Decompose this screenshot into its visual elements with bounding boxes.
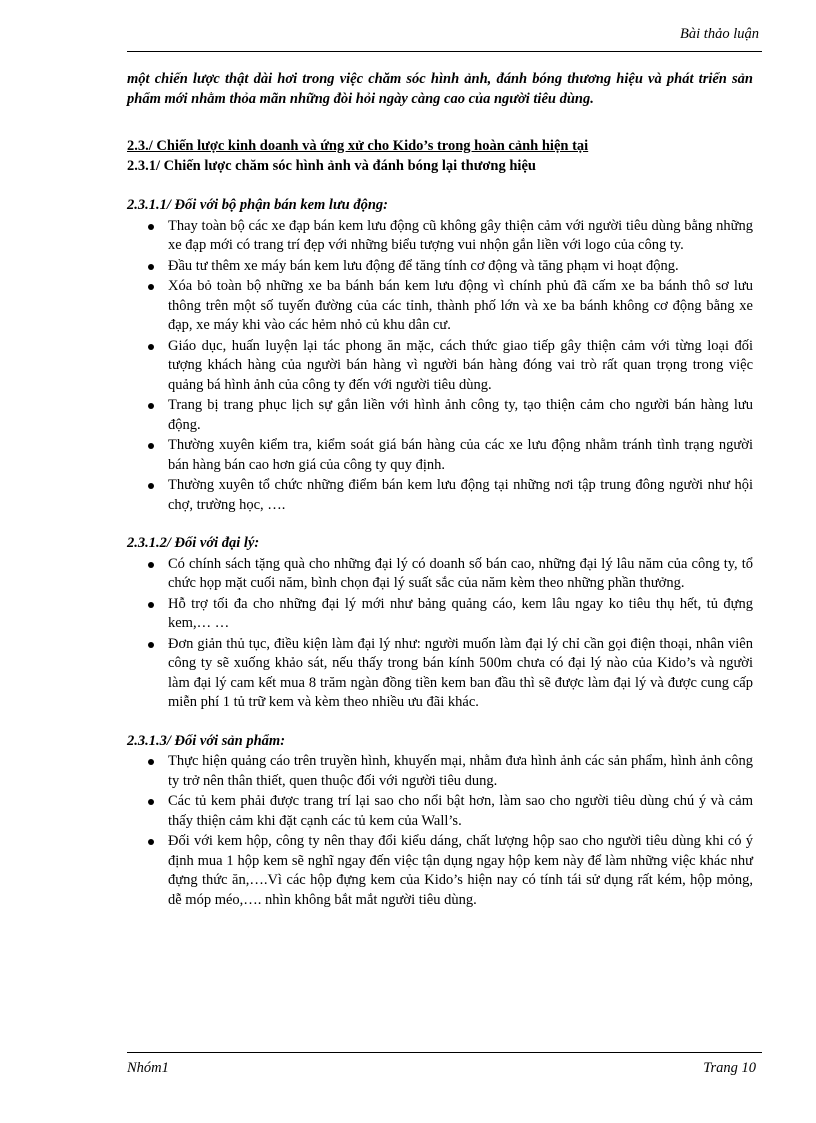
part-title: 2.3.1.1/ Đối với bộ phận bán kem lưu động: — [127, 197, 388, 213]
subsection-title: 2.3.1/ Chiến lược chăm sóc hình ảnh và đánh bóng lại thương hiệu — [127, 157, 536, 174]
footer-page-number: Trang 10 — [703, 1060, 756, 1076]
header-divider — [127, 51, 762, 52]
part-title: 2.3.1.2/ Đối với đại lý: — [127, 535, 260, 551]
bullet-list — [127, 217, 753, 516]
part-title: 2.3.1.3/ Đối với sản phẩm: — [127, 732, 286, 749]
list-item: Thường xuyên tổ chức những điểm bán kem lưu động tại những nơi tập trung đông người như hội chợ, trường học, …. — [127, 476, 753, 515]
section-title: 2.3./ Chiến lược kinh doanh và ứng xử cho Kido’s trong hoàn cảnh hiện tại — [127, 138, 589, 154]
list-item: Hỗ trợ tối đa cho những đại lý mới như bảng quảng cáo, kem lâu ngay ko tiêu thụ hết, tủ đựng kem,… … — [127, 595, 753, 634]
list-item: Giáo dục, huấn luyện lại tác phong ăn mặc, cách thức giao tiếp gây thiện cảm với từng loại đối tượng khách hàng của người bán hàng vì người bán hàng đóng vai trò rất quan trọng trong việc quảng bá hình ảnh của công ty đến với người tiêu dùng. — [127, 337, 753, 396]
footer-group-name: Nhóm1 — [127, 1060, 169, 1076]
list-item: Có chính sách tặng quà cho những đại lý có doanh số bán cao, những đại lý lâu năm của công ty, tổ chức họp mặt cuối năm, bình chọn đại lý suất sắc của năm kèm theo những phần thưởng. — [127, 555, 753, 594]
bullet-list — [127, 752, 753, 910]
page-body — [127, 70, 753, 910]
list-item: Thay toàn bộ các xe đạp bán kem lưu động cũ không gây thiện cảm với người tiêu dùng bằng những xe đạp mới có trang trí đẹp với những biểu tượng vui nhộn gắn liền với logo của công ty. — [127, 217, 753, 256]
bullet-list — [127, 555, 753, 713]
list-item: Thường xuyên kiểm tra, kiểm soát giá bán hàng của các xe lưu động nhằm tránh tình trạng người bán hàng bán cao hơn giá của công ty quy định. — [127, 436, 753, 475]
list-item: Đơn giản thủ tục, điều kiện làm đại lý như: người muốn làm đại lý chỉ cần gọi điện thoại, nhân viên công ty sẽ xuống khảo sát, nếu thấy trong bán kính 500m chưa có đại lý nào của Kido’s và người làm đại lý cam kết mua 8 trăm ngàn đồng tiền kem ban đầu thì sẽ được làm đại lý và được cung cấp miễn phí 1 tủ trữ kem và kèm theo nhiều ưu đãi khác. — [127, 635, 753, 713]
page-header-title: Bài thảo luận — [680, 26, 759, 42]
list-item: Các tủ kem phải được trang trí lại sao cho nổi bật hơn, làm sao cho người tiêu dùng chú ý và cảm thấy thiện cảm khi đặt cạnh các tủ kem của Wall’s. — [127, 792, 753, 831]
list-item: Thực hiện quảng cáo trên truyền hình, khuyến mại, nhằm đưa hình ảnh các sản phẩm, hình ảnh công ty trở nên thân thiết, quen thuộc đối với người tiêu dung. — [127, 752, 753, 791]
list-item: Trang bị trang phục lịch sự gắn liền với hình ảnh công ty, tạo thiện cảm cho người bán hàng lưu động. — [127, 396, 753, 435]
list-item: Đối với kem hộp, công ty nên thay đổi kiểu dáng, chất lượng hộp sao cho người tiêu dùng khi có ý định mua 1 hộp kem sẽ nghĩ ngay đến việc tận dụng ngay hộp kem này để làm những việc khác như đựng thức ăn,….Vì các hộp đựng kem của Kido’s hiện nay có tính tái sử dụng rất kém, hộp mỏng, dễ móp méo,…. nhìn không bắt mắt người tiêu dùng. — [127, 832, 753, 910]
list-item: Xóa bỏ toàn bộ những xe ba bánh bán kem lưu động vì chính phủ đã cấm xe ba bánh thô sơ lưu thông trên một số tuyến đường của các tỉnh, thành phố lớn và xe ba bánh không cơ động bằng xe đạp, xe máy khi vào các hẻm nhỏ củ khu dân cư. — [127, 277, 753, 336]
intro-paragraph: một chiến lược thật dài hơi trong việc chăm sóc hình ảnh, đánh bóng thương hiệu và phát triển sản phẩm mới nhằm thỏa mãn những đòi hỏi ngày càng cao của người tiêu dùng. — [127, 71, 753, 107]
footer-divider — [127, 1052, 762, 1053]
list-item: Đầu tư thêm xe máy bán kem lưu động để tăng tính cơ động và tăng phạm vi hoạt động. — [127, 257, 753, 277]
